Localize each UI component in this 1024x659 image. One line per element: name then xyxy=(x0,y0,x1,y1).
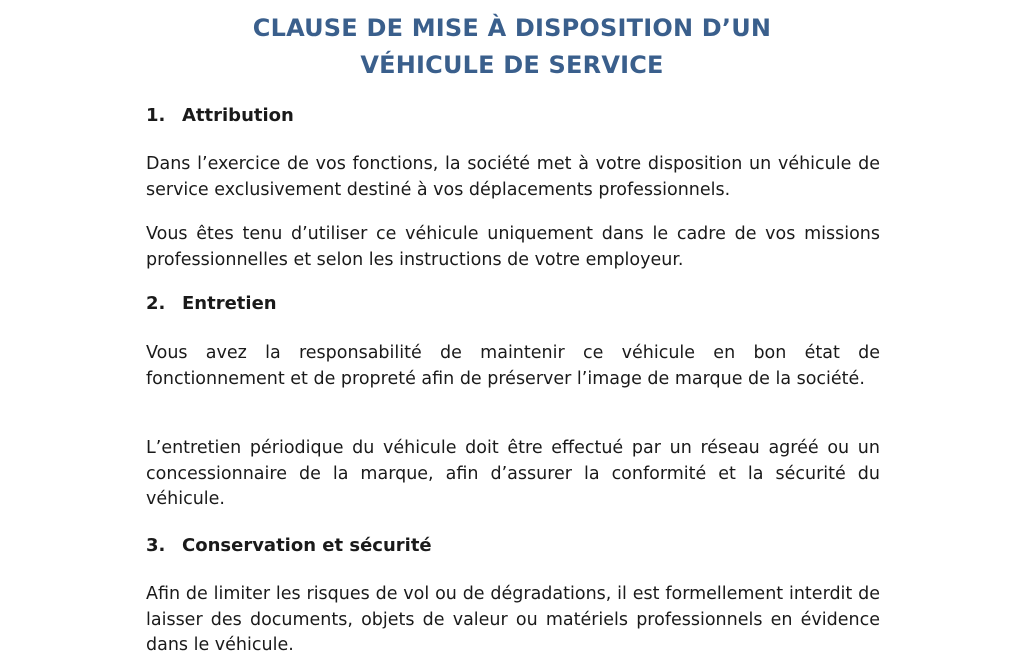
paragraph: Afin de limiter les risques de vol ou de dégradations, il est formellement interdit de laisser des documents, objets de valeur ou matériels professionnels en évidence dans le véhicule. xyxy=(146,584,880,655)
section-heading-conservation xyxy=(146,534,432,558)
paragraph: Vous avez la responsabilité de maintenir ce véhicule en bon état de fonctionnement et de propreté afin de préserver l’image de marque de la société. xyxy=(146,343,880,389)
paragraph: Vous êtes tenu d’utiliser ce véhicule uniquement dans le cadre de vos missions professionnelles et selon les instructions de votre employeur. xyxy=(146,224,880,270)
section-number: 3. xyxy=(146,535,166,556)
section-title: Entretien xyxy=(182,293,277,314)
section-heading-entretien xyxy=(146,292,277,316)
document-title-line-2: VÉHICULE DE SERVICE xyxy=(360,51,664,79)
paragraph: Dans l’exercice de vos fonctions, la société met à votre disposition un véhicule de service exclusivement destiné à vos déplacements professionnels. xyxy=(146,154,880,200)
section-number: 2. xyxy=(146,293,166,314)
section-heading-attribution xyxy=(146,104,294,128)
section-number: 1. xyxy=(146,105,166,126)
section-title: Conservation et sécurité xyxy=(182,535,432,556)
section-title: Attribution xyxy=(182,105,294,126)
document-title-line-1: CLAUSE DE MISE À DISPOSITION D’UN xyxy=(252,14,772,42)
paragraph: L’entretien périodique du véhicule doit être effectué par un réseau agréé ou un concessionnaire de la marque, afin d’assurer la conformité et la sécurité du véhicule. xyxy=(146,438,880,509)
